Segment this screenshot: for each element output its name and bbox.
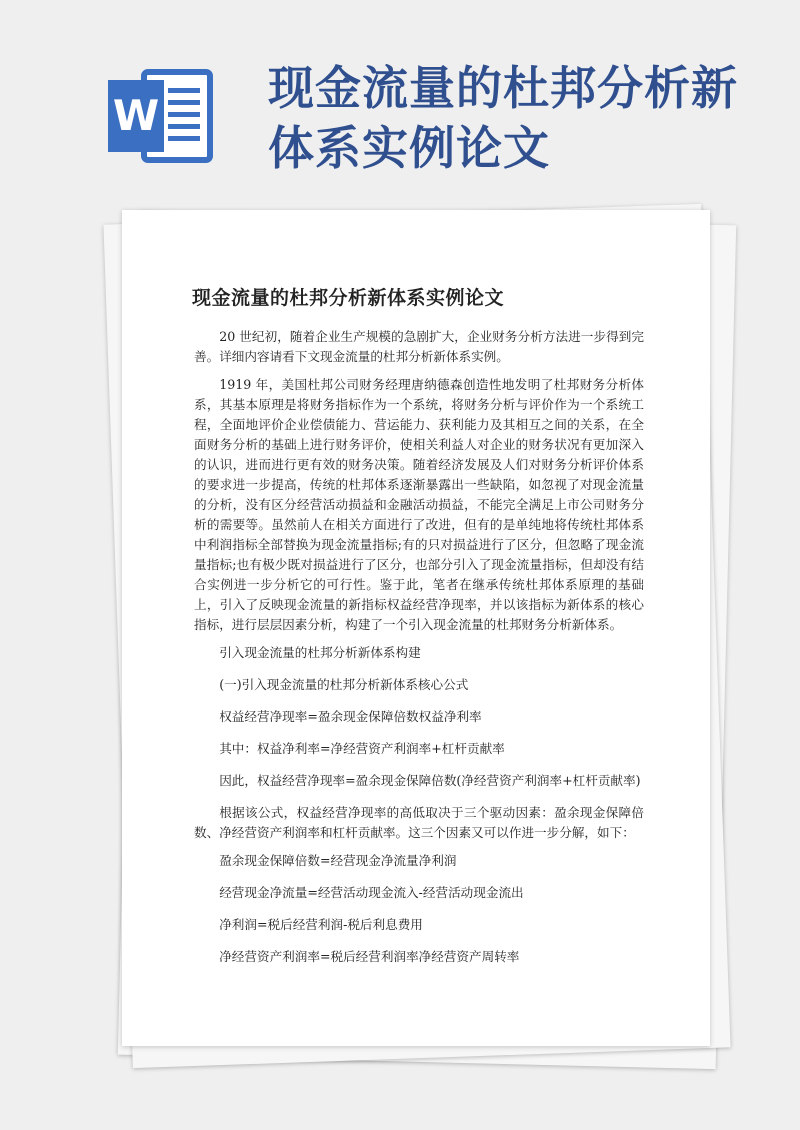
page-title-line-2: 体系实例论文 [268,121,550,175]
formula-line: 因此，权益经营净现率=盈余现金保障倍数(净经营资产利润率+杠杆贡献率) [219,773,641,788]
section-heading: 引入现金流量的杜邦分析新体系构建 [219,645,421,660]
page-title [268,58,768,178]
document-title: 现金流量的杜邦分析新体系实例论文 [192,287,505,309]
paragraph: 20 世纪初，随着企业生产规模的急剧扩大，企业财务分析方法进一步得到完善。详细内容请看下文现金流量的杜邦分析新体系实例。 [194,329,644,364]
header [0,0,800,200]
formula-line: 盈余现金保障倍数=经营现金净流量净利润 [219,853,457,868]
document-page [122,210,710,1046]
formula-line: 其中：权益净利率=净经营资产利润率+杠杆贡献率 [219,741,505,756]
svg-text:W: W [112,91,160,140]
document-body [194,327,644,979]
page-title-line-1: 现金流量的杜邦分析新 [268,61,738,115]
formula-line: 经营现金净流量=经营活动现金流入-经营活动现金流出 [219,885,524,900]
paragraph: 根据该公式，权益经营净现率的高低取决于三个驱动因素：盈余现金保障倍数、净经营资产利润率和杠杆贡献率。这三个因素又可以作进一步分解，如下： [194,805,644,840]
formula-line: 权益经营净现率=盈余现金保障倍数权益净利率 [219,709,482,724]
formula-line: 净利润=税后经营利润-税后利息费用 [219,917,423,932]
word-document-icon [106,66,218,166]
subsection-heading: (一)引入现金流量的杜邦分析新体系核心公式 [219,677,469,692]
paragraph: 1919 年，美国杜邦公司财务经理唐纳德森创造性地发明了杜邦财务分析体系，其基本原理是将财务指标作为一个系统，将财务分析与评价作为一个系统工程，全面地评价企业偿债能力、营运能力、获利能力及其相互之间的关系，在全面财务分析的基础上进行财务评价，使相关利益人对企业的财务状况有更加深入的认识，进而进行更有效的财务决策。随着经济发展及人们对财务分析评价体系的要求进一步提高，传统的杜邦体系逐渐暴露出一些缺陷，如忽视了对现金流量的分析，没有区分经营活动损益和金融活动损益，不能完全满足上市公司财务分析的需要等。虽然前人在相关方面进行了改进，但有的是单纯地将传统杜邦体系中利润指标全部替换为现金流量指标;有的只对损益进行了区分，但忽略了现金流量指标;也有极少既对损益进行了区分，也部分引入了现金流量指标，但却没有结合实例进一步分析它的可行性。鉴于此，笔者在继承传统杜邦体系原理的基础上，引入了反映现金流量的新指标权益经营净现率，并以该指标为新体系的核心指标，进行层层因素分析，构建了一个引入现金流量的杜邦财务分析新体系。 [194,377,644,632]
formula-line: 净经营资产利润率=税后经营利润率净经营资产周转率 [219,949,520,964]
